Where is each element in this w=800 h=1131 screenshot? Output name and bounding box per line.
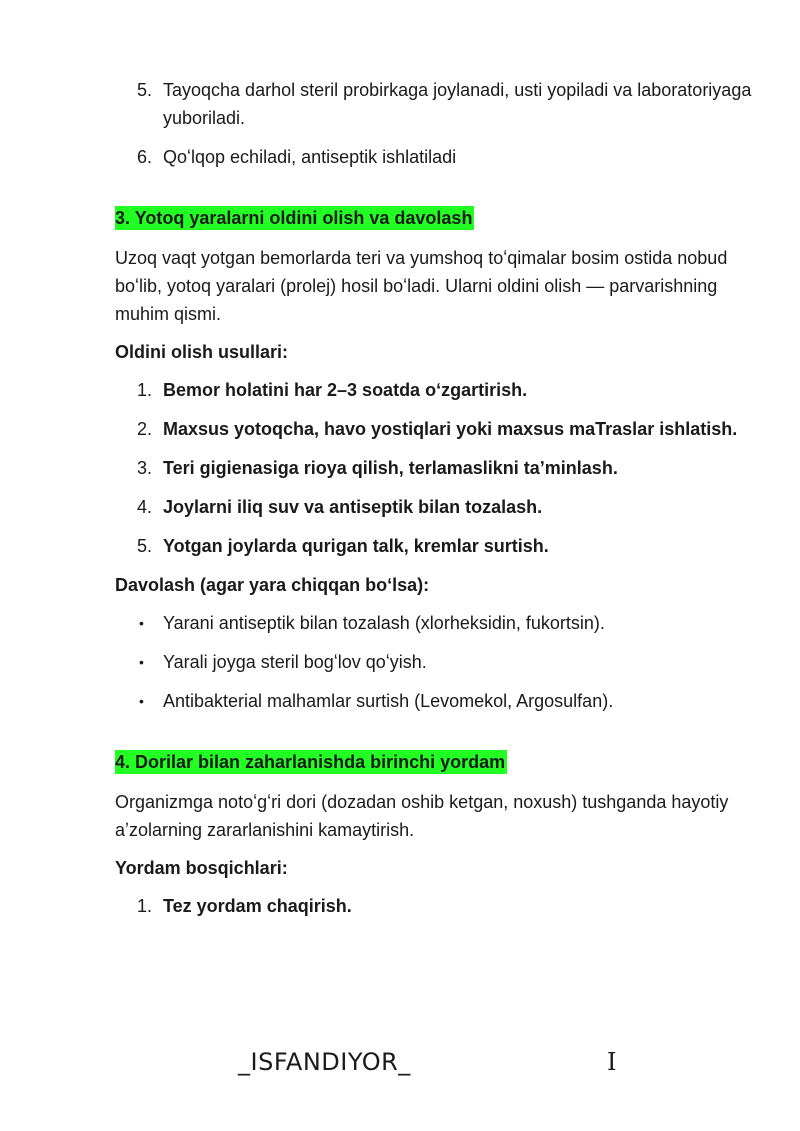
list-item — [115, 493, 755, 521]
prevention-title: Oldini olish usullari: — [115, 342, 289, 362]
list-marker: 6. — [137, 147, 153, 167]
page-content — [115, 76, 755, 931]
list-item — [115, 609, 755, 637]
list-item — [115, 76, 755, 132]
section3-heading: 3. Yotoq yaralarni oldini olish va davolash — [115, 208, 473, 228]
section4-heading-wrap — [115, 748, 755, 776]
list-item — [115, 532, 755, 560]
continued-steps-list — [115, 76, 755, 171]
bullet-marker: • — [139, 654, 144, 670]
section4-heading: 4. Dorilar bilan zaharlanishda birinchi yordam — [115, 752, 506, 772]
list-item-text: Joylarni iliq suv va antiseptik bilan tozalash. — [163, 497, 543, 517]
list-item — [115, 892, 755, 920]
prevention-list — [115, 376, 755, 560]
section3-intro: Uzoq vaqt yotgan bemorlarda teri va yumshoq toʻqimalar bosim ostida nobud boʻlib, yotoq yaralari (prolej) hosil boʻladi. Ularni oldini olish — parvarishning muhim qismi. — [115, 248, 728, 324]
bullet-marker: • — [139, 693, 144, 709]
first-aid-steps-list — [115, 892, 755, 920]
list-item-text: Yotgan joylarda qurigan talk, kremlar surtish. — [163, 536, 549, 556]
list-item-text: Tez yordam chaqirish. — [163, 896, 352, 916]
list-item — [115, 648, 755, 676]
list-item — [115, 687, 755, 715]
list-item — [115, 415, 755, 443]
list-marker: 1. — [137, 896, 153, 916]
list-item-text: Yarali joyga steril bogʻlov qoʻyish. — [163, 652, 427, 672]
section3-heading-wrap — [115, 204, 755, 232]
list-item-text: Antibakterial malhamlar surtish (Levomekol, Argosulfan). — [163, 691, 614, 711]
list-marker: 4. — [137, 497, 153, 517]
bullet-marker: • — [139, 615, 144, 631]
list-marker: 5. — [137, 536, 153, 556]
list-item — [115, 454, 755, 482]
list-item-text: Teri gigienasiga rioya qilish, terlamaslikni taʼminlash. — [163, 458, 618, 478]
list-item-text: Qoʻlqop echiladi, antiseptik ishlatiladi — [163, 147, 457, 167]
steps-title: Yordam bosqichlari: — [115, 858, 288, 878]
list-marker: 3. — [137, 458, 153, 478]
list-item-text: Yarani antiseptik bilan tozalash (xlorheksidin, fukortsin). — [163, 613, 605, 633]
treatment-list — [115, 609, 755, 715]
list-item — [115, 376, 755, 404]
list-item-text: Tayoqcha darhol steril probirkaga joylanadi, usti yopiladi va laboratoriyaga yuboriladi. — [163, 80, 752, 128]
list-marker: 2. — [137, 419, 153, 439]
list-item-text: Bemor holatini har 2–3 soatda oʻzgartirish. — [163, 380, 528, 400]
list-item — [115, 143, 755, 171]
section4-intro: Organizmga notoʻgʻri dori (dozadan oshib ketgan, noxush) tushganda hayotiy aʼzolarning zararlanishini kamaytirish. — [115, 792, 729, 840]
footer-author: _ISFANDIYOR_ — [238, 1048, 411, 1076]
list-marker: 5. — [137, 80, 153, 100]
list-marker: 1. — [137, 380, 153, 400]
treatment-title: Davolash (agar yara chiqqan boʻlsa): — [115, 575, 430, 595]
list-item-text: Maxsus yotoqcha, havo yostiqlari yoki maxsus maTraslar ishlatish. — [163, 419, 738, 439]
footer-page-mark: I — [607, 1048, 617, 1076]
